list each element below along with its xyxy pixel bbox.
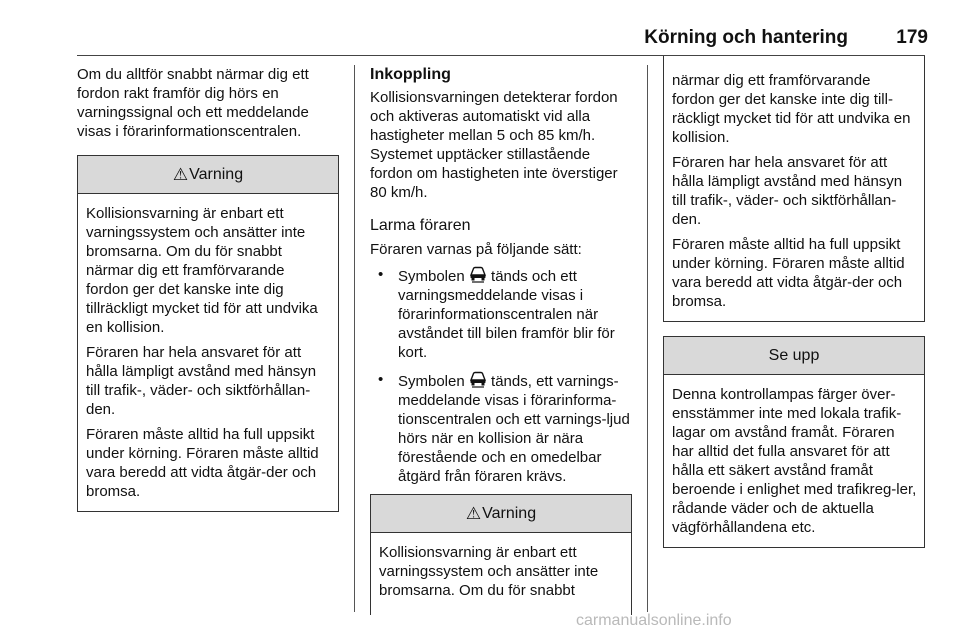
right-column <box>663 56 925 548</box>
list-item <box>370 370 632 486</box>
warning-paragraph: Kollisionsvarning är enbart ett varningssystem och ansätter inte bromsarna. Om du för snabbt närmar dig ett framförvarande fordon ger det kanske inte dig tillräckligt mycket tid för att undvika en kollision. <box>86 205 318 336</box>
column-divider-left <box>354 65 355 612</box>
warning-paragraph: Kollisionsvarning är enbart ett varningssystem och ansätter inte bromsarna. Om du för snabbt <box>379 544 599 599</box>
warning-box <box>77 155 339 512</box>
caution-box-title: Se upp <box>664 337 924 375</box>
warning-paragraph: Föraren måste alltid ha full uppsikt under körning. Föraren måste alltid vara beredd att vidta åtgär-der och bromsa. <box>86 426 319 500</box>
vehicle-ahead-icon <box>469 265 487 283</box>
warning-triangle-icon: ⚠ <box>172 165 189 184</box>
intro-paragraph: Om du alltför snabbt närmar dig ett fordon rakt framför dig hörs en varningssignal och ett meddelande visas i förarinformationscentralen. <box>77 66 309 140</box>
vehicle-ahead-icon <box>469 370 487 388</box>
lead-paragraph: Föraren varnas på följande sätt: <box>370 241 582 258</box>
page-header-title: Körning och hantering <box>644 27 848 48</box>
warning-box-title <box>78 156 338 194</box>
warning-paragraph: Föraren har hela ansvaret för att hålla lämpligt avstånd med hänsyn till trafik-, väder- och siktförhållan-den. <box>672 154 903 228</box>
left-column <box>77 65 339 512</box>
page-number: 179 <box>896 27 928 48</box>
caution-box-body <box>664 375 924 547</box>
bullet-text-start: Symbolen <box>398 373 465 390</box>
caution-paragraph: Denna kontrollampas färger över-ensstämmer inte med lokala trafik-lagar om avstånd framåt. Föraren har alltid det fulla ansvaret för att hålla ett säkert avstånd framåt beroende i enlighet med trafikreg-ler, rådande väder och de aktuella vägförhållandena etc. <box>672 386 917 536</box>
warning-box-body <box>78 194 338 511</box>
column-divider-right <box>647 65 648 612</box>
warning-box <box>370 494 632 615</box>
warning-paragraph: Föraren har hela ansvaret för att hålla lämpligt avstånd med hänsyn till trafik-, väder- och siktförhållan-den. <box>86 344 317 418</box>
list-item <box>370 265 632 362</box>
watermark: carmanualsonline.info <box>576 612 732 629</box>
warning-title-text: Varning <box>482 505 537 522</box>
bullet-text-end: tänds och ett varningsmeddelande visas i förarinformationscentralen när avståndet till bilen framför blir för kort. <box>398 268 615 361</box>
subsection-heading: Larma föraren <box>370 217 471 234</box>
section-heading: Inkoppling <box>370 66 451 83</box>
warning-triangle-icon: ⚠ <box>465 504 482 523</box>
bullet-text-start: Symbolen <box>398 268 465 285</box>
middle-column <box>370 65 632 615</box>
warning-paragraph: Föraren måste alltid ha full uppsikt under körning. Föraren måste alltid vara beredd att vidta åtgär-der och bromsa. <box>672 236 905 310</box>
bullet-dot: • <box>378 371 384 388</box>
warning-box-body <box>371 533 631 610</box>
bullet-list <box>370 265 632 486</box>
warning-title-text: Varning <box>189 166 244 183</box>
bullet-dot: • <box>378 266 384 283</box>
warning-box-title <box>371 495 631 533</box>
warning-paragraph: närmar dig ett framförvarande fordon ger det kanske inte dig till-räckligt mycket tid för att undvika en kollision. <box>672 72 911 146</box>
body-paragraph: Kollisionsvarningen detekterar fordon och aktiveras automatiskt vid alla hastigheter mellan 5 och 85 km/h. Systemet upptäcker stillastående fordon om hastigheten inte överstiger 80 km/h. <box>370 89 618 201</box>
warning-box-continued <box>663 56 925 322</box>
caution-box <box>663 336 925 548</box>
bullet-text-end: tänds, ett varnings-meddelande visas i förarinforma-tionscentralen och ett varnings-ljud hörs när en kollision är nära förestående och en omedelbar åtgärd från föraren krävs. <box>398 373 630 485</box>
warning-box-body <box>664 56 924 321</box>
